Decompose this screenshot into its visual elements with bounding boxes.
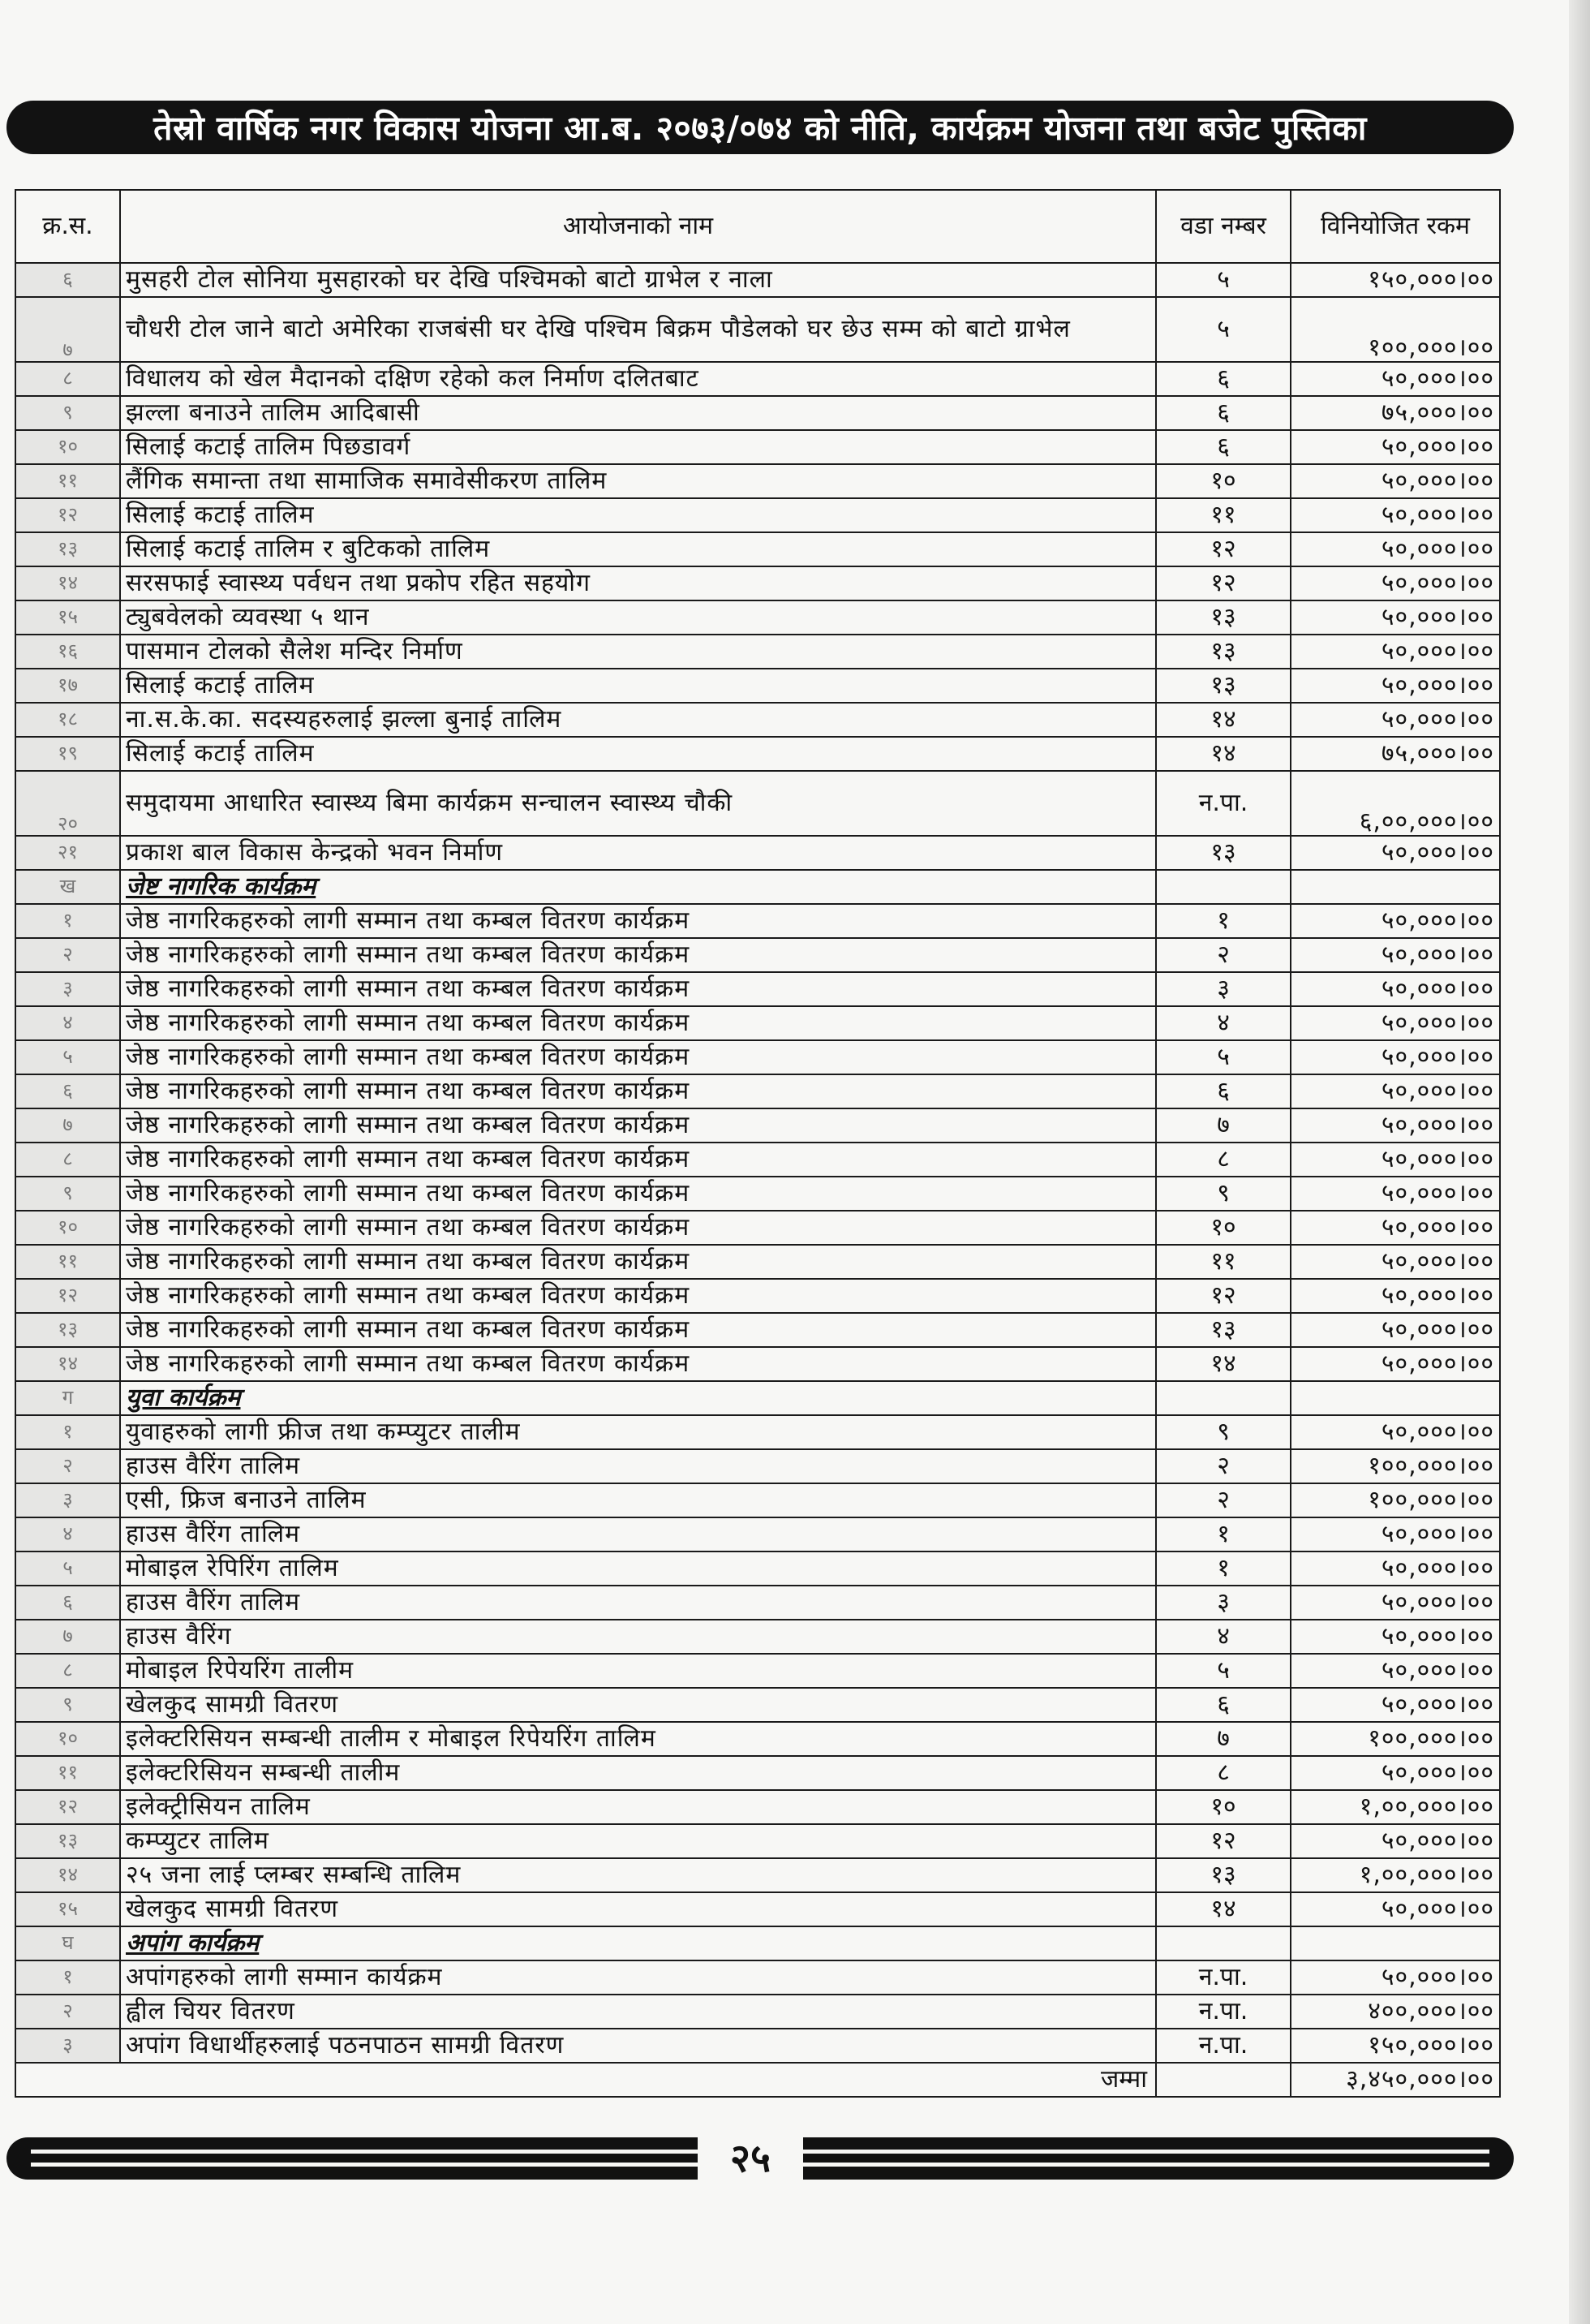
row-serial: १३ (15, 1313, 120, 1347)
header-serial: क्र.स. (15, 190, 120, 263)
row-project-name: इलेक्टरिसियन सम्बन्धी तालीम (120, 1756, 1156, 1790)
row-amount: ४००,०००।०० (1291, 1995, 1500, 2029)
row-serial: ६ (15, 263, 120, 297)
row-amount: ५०,०००।०० (1291, 938, 1500, 972)
row-serial: ४ (15, 1006, 120, 1040)
row-ward: १० (1156, 1790, 1291, 1824)
row-project-name: जेष्ठ नागरिकहरुको लागी सम्मान तथा कम्बल वितरण कार्यक्रम (120, 1040, 1156, 1074)
row-amount: ५०,०००।०० (1291, 1688, 1500, 1722)
table-row (15, 1995, 1500, 2029)
section-title: युवा कार्यक्रम (120, 1381, 1156, 1415)
row-serial: १३ (15, 1824, 120, 1858)
table-row (15, 1108, 1500, 1143)
row-amount: ५०,०००।०० (1291, 362, 1500, 396)
table-row (15, 703, 1500, 737)
table-row (15, 1279, 1500, 1313)
table-row (15, 1313, 1500, 1347)
table-row (15, 1040, 1500, 1074)
row-project-name: सिलाई कटाई तालिम (120, 737, 1156, 771)
row-ward: न.पा. (1156, 1960, 1291, 1995)
row-ward: १४ (1156, 1347, 1291, 1381)
row-amount: ७५,०००।०० (1291, 396, 1500, 430)
row-project-name: विधालय को खेल मैदानको दक्षिण रहेको कल निर्माण दलितबाट (120, 362, 1156, 396)
row-ward: ११ (1156, 1245, 1291, 1279)
row-ward: ५ (1156, 297, 1291, 362)
table-row (15, 430, 1500, 464)
row-ward: न.पा. (1156, 771, 1291, 836)
row-project-name: मोबाइल रेपिरिंग तालिम (120, 1551, 1156, 1586)
row-project-name: चौधरी टोल जाने बाटो अमेरिका राजबंसी घर देखि पश्चिम बिक्रम पौडेलको घर छेउ सम्म को बाटो ग्राभेल (120, 297, 1156, 362)
table-row (15, 1415, 1500, 1449)
row-serial: ३ (15, 2029, 120, 2063)
row-serial: ९ (15, 1688, 120, 1722)
table-row (15, 600, 1500, 635)
table-row (15, 263, 1500, 297)
section-ward-empty (1156, 870, 1291, 904)
row-serial: ७ (15, 1620, 120, 1654)
row-serial: १४ (15, 1347, 120, 1381)
row-ward: १२ (1156, 532, 1291, 566)
row-amount: ५०,०००।०० (1291, 904, 1500, 938)
row-project-name: हाउस वैरिंग तालिम (120, 1517, 1156, 1551)
row-amount: ५०,०००।०० (1291, 532, 1500, 566)
row-amount: ५०,०००।०० (1291, 1551, 1500, 1586)
total-blank (15, 2063, 120, 2097)
row-amount: १,००,०००।०० (1291, 1858, 1500, 1892)
row-serial: २ (15, 938, 120, 972)
page-number: २५ (698, 2131, 803, 2186)
row-serial: ७ (15, 1108, 120, 1143)
row-amount: ५०,०००।०० (1291, 972, 1500, 1006)
row-serial: ९ (15, 1177, 120, 1211)
section-title: जेष्ट नागरिक कार्यक्रम (120, 870, 1156, 904)
table-row (15, 1074, 1500, 1108)
row-amount: ५०,०००।०० (1291, 1756, 1500, 1790)
row-amount: ५०,०००।०० (1291, 464, 1500, 498)
row-amount: ५०,०००।०० (1291, 1824, 1500, 1858)
table-row (15, 464, 1500, 498)
row-ward: ३ (1156, 972, 1291, 1006)
row-amount: ५०,०००।०० (1291, 669, 1500, 703)
row-amount: ५०,०००।०० (1291, 1517, 1500, 1551)
row-ward: १३ (1156, 1313, 1291, 1347)
row-serial: १७ (15, 669, 120, 703)
row-ward: ७ (1156, 1108, 1291, 1143)
row-ward: ४ (1156, 1620, 1291, 1654)
section-title: अपांग कार्यक्रम (120, 1926, 1156, 1960)
row-project-name: २५ जना लाई प्लम्बर सम्बन्धि तालिम (120, 1858, 1156, 1892)
row-amount: ५०,०००।०० (1291, 836, 1500, 870)
row-project-name: जेष्ठ नागरिकहरुको लागी सम्मान तथा कम्बल वितरण कार्यक्रम (120, 1245, 1156, 1279)
row-project-name: खेलकुद सामग्री वितरण (120, 1688, 1156, 1722)
row-project-name: जेष्ठ नागरिकहरुको लागी सम्मान तथा कम्बल वितरण कार्यक्रम (120, 1313, 1156, 1347)
row-ward: न.पा. (1156, 2029, 1291, 2063)
row-project-name: मोबाइल रिपेयरिंग तालीम (120, 1654, 1156, 1688)
row-project-name: ट्युबवेलको व्यवस्था ५ थान (120, 600, 1156, 635)
row-serial: ४ (15, 1517, 120, 1551)
table-row (15, 904, 1500, 938)
row-serial: १६ (15, 635, 120, 669)
row-amount: ५०,०००।०० (1291, 1279, 1500, 1313)
table-row (15, 1347, 1500, 1381)
row-project-name: इलेक्ट्रीसियन तालिम (120, 1790, 1156, 1824)
row-ward: ६ (1156, 362, 1291, 396)
row-project-name: युवाहरुको लागी फ्रीज तथा कम्प्युटर तालीम (120, 1415, 1156, 1449)
row-amount: ५०,०००।०० (1291, 1245, 1500, 1279)
row-ward: ५ (1156, 263, 1291, 297)
table-row (15, 1245, 1500, 1279)
table-row (15, 1824, 1500, 1858)
row-serial: २१ (15, 836, 120, 870)
row-amount: १००,०००।०० (1291, 1449, 1500, 1483)
table-row (15, 1586, 1500, 1620)
row-serial: २० (15, 771, 120, 836)
row-amount: ५०,०००।०० (1291, 430, 1500, 464)
header-title: तेस्रो वार्षिक नगर विकास योजना आ.ब. २०७३/०७४ को नीति, कार्यक्रम योजना तथा बजेट पुस्तिका (153, 109, 1367, 148)
row-project-name: खेलकुद सामग्री वितरण (120, 1892, 1156, 1926)
row-amount: ५०,०००।०० (1291, 1143, 1500, 1177)
table-header-row (15, 190, 1500, 263)
row-amount: १००,०००।०० (1291, 1483, 1500, 1517)
row-ward: १३ (1156, 1858, 1291, 1892)
row-project-name: ह्वील चियर वितरण (120, 1995, 1156, 2029)
row-ward: २ (1156, 938, 1291, 972)
row-serial: १ (15, 1415, 120, 1449)
table-row (15, 362, 1500, 396)
table-row (15, 1688, 1500, 1722)
row-ward: १० (1156, 1211, 1291, 1245)
row-serial: १४ (15, 1858, 120, 1892)
section-serial: घ (15, 1926, 120, 1960)
row-amount: ५०,०००।०० (1291, 1074, 1500, 1108)
row-project-name: हाउस वैरिंग (120, 1620, 1156, 1654)
row-ward: ७ (1156, 1722, 1291, 1756)
table-row (15, 566, 1500, 600)
section-serial: ख (15, 870, 120, 904)
section-amount-empty (1291, 1381, 1500, 1415)
row-amount: ५०,०००।०० (1291, 1040, 1500, 1074)
row-amount: ५०,०००।०० (1291, 1006, 1500, 1040)
row-ward: १२ (1156, 1279, 1291, 1313)
row-serial: १० (15, 1211, 120, 1245)
section-serial: ग (15, 1381, 120, 1415)
row-ward: १३ (1156, 635, 1291, 669)
row-amount: १००,०००।०० (1291, 1722, 1500, 1756)
row-project-name: जेष्ठ नागरिकहरुको लागी सम्मान तथा कम्बल वितरण कार्यक्रम (120, 904, 1156, 938)
header-ward: वडा नम्बर (1156, 190, 1291, 263)
row-serial: १२ (15, 1790, 120, 1824)
row-project-name: कम्प्युटर तालिम (120, 1824, 1156, 1858)
row-amount: ५०,०००।०० (1291, 1211, 1500, 1245)
row-amount: ५०,०००।०० (1291, 600, 1500, 635)
row-ward: ६ (1156, 430, 1291, 464)
table-row (15, 498, 1500, 532)
row-serial: ९ (15, 396, 120, 430)
row-project-name: सिलाई कटाई तालिम (120, 498, 1156, 532)
row-ward: ३ (1156, 1586, 1291, 1620)
row-project-name: लैंगिक समान्ता तथा सामाजिक समावेसीकरण तालिम (120, 464, 1156, 498)
row-ward: ६ (1156, 1688, 1291, 1722)
row-ward: १४ (1156, 1892, 1291, 1926)
row-ward: १२ (1156, 1824, 1291, 1858)
row-ward: १३ (1156, 836, 1291, 870)
total-label: जम्मा (120, 2063, 1156, 2097)
row-serial: १ (15, 1960, 120, 1995)
table-row (15, 635, 1500, 669)
row-ward: १३ (1156, 669, 1291, 703)
row-amount: १५०,०००।०० (1291, 263, 1500, 297)
row-ward: ११ (1156, 498, 1291, 532)
row-amount: ७५,०००।०० (1291, 737, 1500, 771)
row-amount: ५०,०००।०० (1291, 1620, 1500, 1654)
row-serial: ६ (15, 1586, 120, 1620)
table-row (15, 1143, 1500, 1177)
row-ward: ४ (1156, 1006, 1291, 1040)
row-ward: ८ (1156, 1143, 1291, 1177)
section-ward-empty (1156, 1381, 1291, 1415)
row-project-name: मुसहरी टोल सोनिया मुसहारको घर देखि पश्चिमको बाटो ग्राभेल र नाला (120, 263, 1156, 297)
row-ward: १२ (1156, 566, 1291, 600)
table-row (15, 532, 1500, 566)
row-serial: १३ (15, 532, 120, 566)
row-ward: ८ (1156, 1756, 1291, 1790)
row-project-name: जेष्ठ नागरिकहरुको लागी सम्मान तथा कम्बल वितरण कार्यक्रम (120, 938, 1156, 972)
row-amount: ५०,०००।०० (1291, 1892, 1500, 1926)
section-header-row (15, 1926, 1500, 1960)
row-serial: ३ (15, 972, 120, 1006)
row-serial: ५ (15, 1040, 120, 1074)
row-serial: १४ (15, 566, 120, 600)
row-serial: २ (15, 1449, 120, 1483)
row-project-name: जेष्ठ नागरिकहरुको लागी सम्मान तथा कम्बल वितरण कार्यक्रम (120, 1074, 1156, 1108)
table-row (15, 1517, 1500, 1551)
row-amount: ५०,०००।०० (1291, 498, 1500, 532)
row-serial: ११ (15, 464, 120, 498)
row-amount: ५०,०००।०० (1291, 1586, 1500, 1620)
row-serial: ७ (15, 297, 120, 362)
section-header-row (15, 1381, 1500, 1415)
row-serial: १२ (15, 498, 120, 532)
row-project-name: पासमान टोलको सैलेश मन्दिर निर्माण (120, 635, 1156, 669)
row-amount: १००,०००।०० (1291, 297, 1500, 362)
row-amount: ५०,०००।०० (1291, 703, 1500, 737)
row-amount: ५०,०००।०० (1291, 1960, 1500, 1995)
total-ward-empty (1156, 2063, 1291, 2097)
table-row (15, 1177, 1500, 1211)
row-project-name: हाउस वैरिंग तालिम (120, 1586, 1156, 1620)
row-project-name: ना.स.के.का. सदस्यहरुलाई झल्ला बुनाई तालिम (120, 703, 1156, 737)
row-ward: ६ (1156, 396, 1291, 430)
row-amount: ५०,०००।०० (1291, 1654, 1500, 1688)
row-project-name: इलेक्टरिसियन सम्बन्धी तालीम र मोबाइल रिपेयरिंग तालिम (120, 1722, 1156, 1756)
row-ward: १३ (1156, 600, 1291, 635)
row-amount: १,००,०००।०० (1291, 1790, 1500, 1824)
row-ward: १४ (1156, 703, 1291, 737)
section-amount-empty (1291, 1926, 1500, 1960)
table-row (15, 1756, 1500, 1790)
row-project-name: प्रकाश बाल विकास केन्द्रको भवन निर्माण (120, 836, 1156, 870)
row-serial: ५ (15, 1551, 120, 1586)
row-project-name: जेष्ठ नागरिकहरुको लागी सम्मान तथा कम्बल वितरण कार्यक्रम (120, 1347, 1156, 1381)
table-row (15, 669, 1500, 703)
row-serial: १२ (15, 1279, 120, 1313)
row-serial: ८ (15, 1654, 120, 1688)
row-project-name: समुदायमा आधारित स्वास्थ्य बिमा कार्यक्रम सन्चालन स्वास्थ्य चौकी (120, 771, 1156, 836)
row-project-name: सिलाई कटाई तालिम र बुटिकको तालिम (120, 532, 1156, 566)
row-project-name: हाउस वैरिंग तालिम (120, 1449, 1156, 1483)
row-project-name: झल्ला बनाउने तालिम आदिबासी (120, 396, 1156, 430)
row-amount: ५०,०००।०० (1291, 1108, 1500, 1143)
row-serial: ६ (15, 1074, 120, 1108)
table-row (15, 297, 1500, 362)
row-amount: ५०,०००।०० (1291, 1313, 1500, 1347)
row-serial: ८ (15, 362, 120, 396)
row-amount: ६,००,०००।०० (1291, 771, 1500, 836)
row-ward: १ (1156, 1517, 1291, 1551)
table-row (15, 1722, 1500, 1756)
row-ward: २ (1156, 1449, 1291, 1483)
header-amount: विनियोजित रकम (1291, 190, 1500, 263)
section-amount-empty (1291, 870, 1500, 904)
table-row (15, 938, 1500, 972)
table-row (15, 1006, 1500, 1040)
row-amount: ५०,०००।०० (1291, 635, 1500, 669)
row-project-name: जेष्ठ नागरिकहरुको लागी सम्मान तथा कम्बल वितरण कार्यक्रम (120, 1143, 1156, 1177)
table-row (15, 1551, 1500, 1586)
row-ward: ५ (1156, 1040, 1291, 1074)
row-ward: न.पा. (1156, 1995, 1291, 2029)
row-ward: १ (1156, 1551, 1291, 1586)
row-amount: ५०,०००।०० (1291, 566, 1500, 600)
row-ward: ५ (1156, 1654, 1291, 1688)
page-edge-shadow (1569, 0, 1590, 2324)
table-row (15, 2029, 1500, 2063)
row-serial: ३ (15, 1483, 120, 1517)
table-row (15, 1211, 1500, 1245)
table-row (15, 1654, 1500, 1688)
row-serial: १० (15, 430, 120, 464)
table-row (15, 396, 1500, 430)
row-project-name: सिलाई कटाई तालिम (120, 669, 1156, 703)
row-amount: ५०,०००।०० (1291, 1177, 1500, 1211)
row-amount: ५०,०००।०० (1291, 1347, 1500, 1381)
row-serial: १८ (15, 703, 120, 737)
table-row (15, 836, 1500, 870)
row-serial: १५ (15, 1892, 120, 1926)
row-serial: १० (15, 1722, 120, 1756)
row-serial: १५ (15, 600, 120, 635)
row-ward: ९ (1156, 1415, 1291, 1449)
row-project-name: अपांगहरुको लागी सम्मान कार्यक्रम (120, 1960, 1156, 1995)
table-row (15, 1858, 1500, 1892)
row-project-name: जेष्ठ नागरिकहरुको लागी सम्मान तथा कम्बल वितरण कार्यक्रम (120, 1177, 1156, 1211)
table-row (15, 972, 1500, 1006)
header-project-name: आयोजनाको नाम (120, 190, 1156, 263)
section-header-row (15, 870, 1500, 904)
table-row (15, 737, 1500, 771)
row-ward: १ (1156, 904, 1291, 938)
header-banner (6, 101, 1514, 154)
section-ward-empty (1156, 1926, 1291, 1960)
row-serial: ११ (15, 1756, 120, 1790)
row-project-name: जेष्ठ नागरिकहरुको लागी सम्मान तथा कम्बल वितरण कार्यक्रम (120, 972, 1156, 1006)
row-project-name: जेष्ठ नागरिकहरुको लागी सम्मान तथा कम्बल वितरण कार्यक्रम (120, 1006, 1156, 1040)
row-project-name: एसी, फ्रिज बनाउने तालिम (120, 1483, 1156, 1517)
row-ward: २ (1156, 1483, 1291, 1517)
budget-table (15, 189, 1501, 2098)
table-row (15, 1892, 1500, 1926)
row-project-name: जेष्ठ नागरिकहरुको लागी सम्मान तथा कम्बल वितरण कार्यक्रम (120, 1211, 1156, 1245)
row-ward: ९ (1156, 1177, 1291, 1211)
row-serial: १ (15, 904, 120, 938)
row-project-name: जेष्ठ नागरिकहरुको लागी सम्मान तथा कम्बल वितरण कार्यक्रम (120, 1279, 1156, 1313)
table-row (15, 1449, 1500, 1483)
row-project-name: सरसफाई स्वास्थ्य पर्वधन तथा प्रकोप रहित सहयोग (120, 566, 1156, 600)
table-row (15, 1620, 1500, 1654)
table-row (15, 771, 1500, 836)
table-row (15, 1790, 1500, 1824)
row-project-name: अपांग विधार्थीहरुलाई पठनपाठन सामग्री वितरण (120, 2029, 1156, 2063)
row-amount: ५०,०००।०० (1291, 1415, 1500, 1449)
row-ward: १० (1156, 464, 1291, 498)
row-serial: ८ (15, 1143, 120, 1177)
table-body (15, 263, 1500, 2097)
row-serial: १९ (15, 737, 120, 771)
row-serial: २ (15, 1995, 120, 2029)
row-ward: १४ (1156, 737, 1291, 771)
row-ward: ६ (1156, 1074, 1291, 1108)
row-amount: १५०,०००।०० (1291, 2029, 1500, 2063)
table-row (15, 1483, 1500, 1517)
table-row (15, 1960, 1500, 1995)
row-serial: ११ (15, 1245, 120, 1279)
row-project-name: जेष्ठ नागरिकहरुको लागी सम्मान तथा कम्बल वितरण कार्यक्रम (120, 1108, 1156, 1143)
total-amount: ३,४५०,०००।०० (1291, 2063, 1500, 2097)
row-project-name: सिलाई कटाई तालिम पिछडावर्ग (120, 430, 1156, 464)
total-row (15, 2063, 1500, 2097)
